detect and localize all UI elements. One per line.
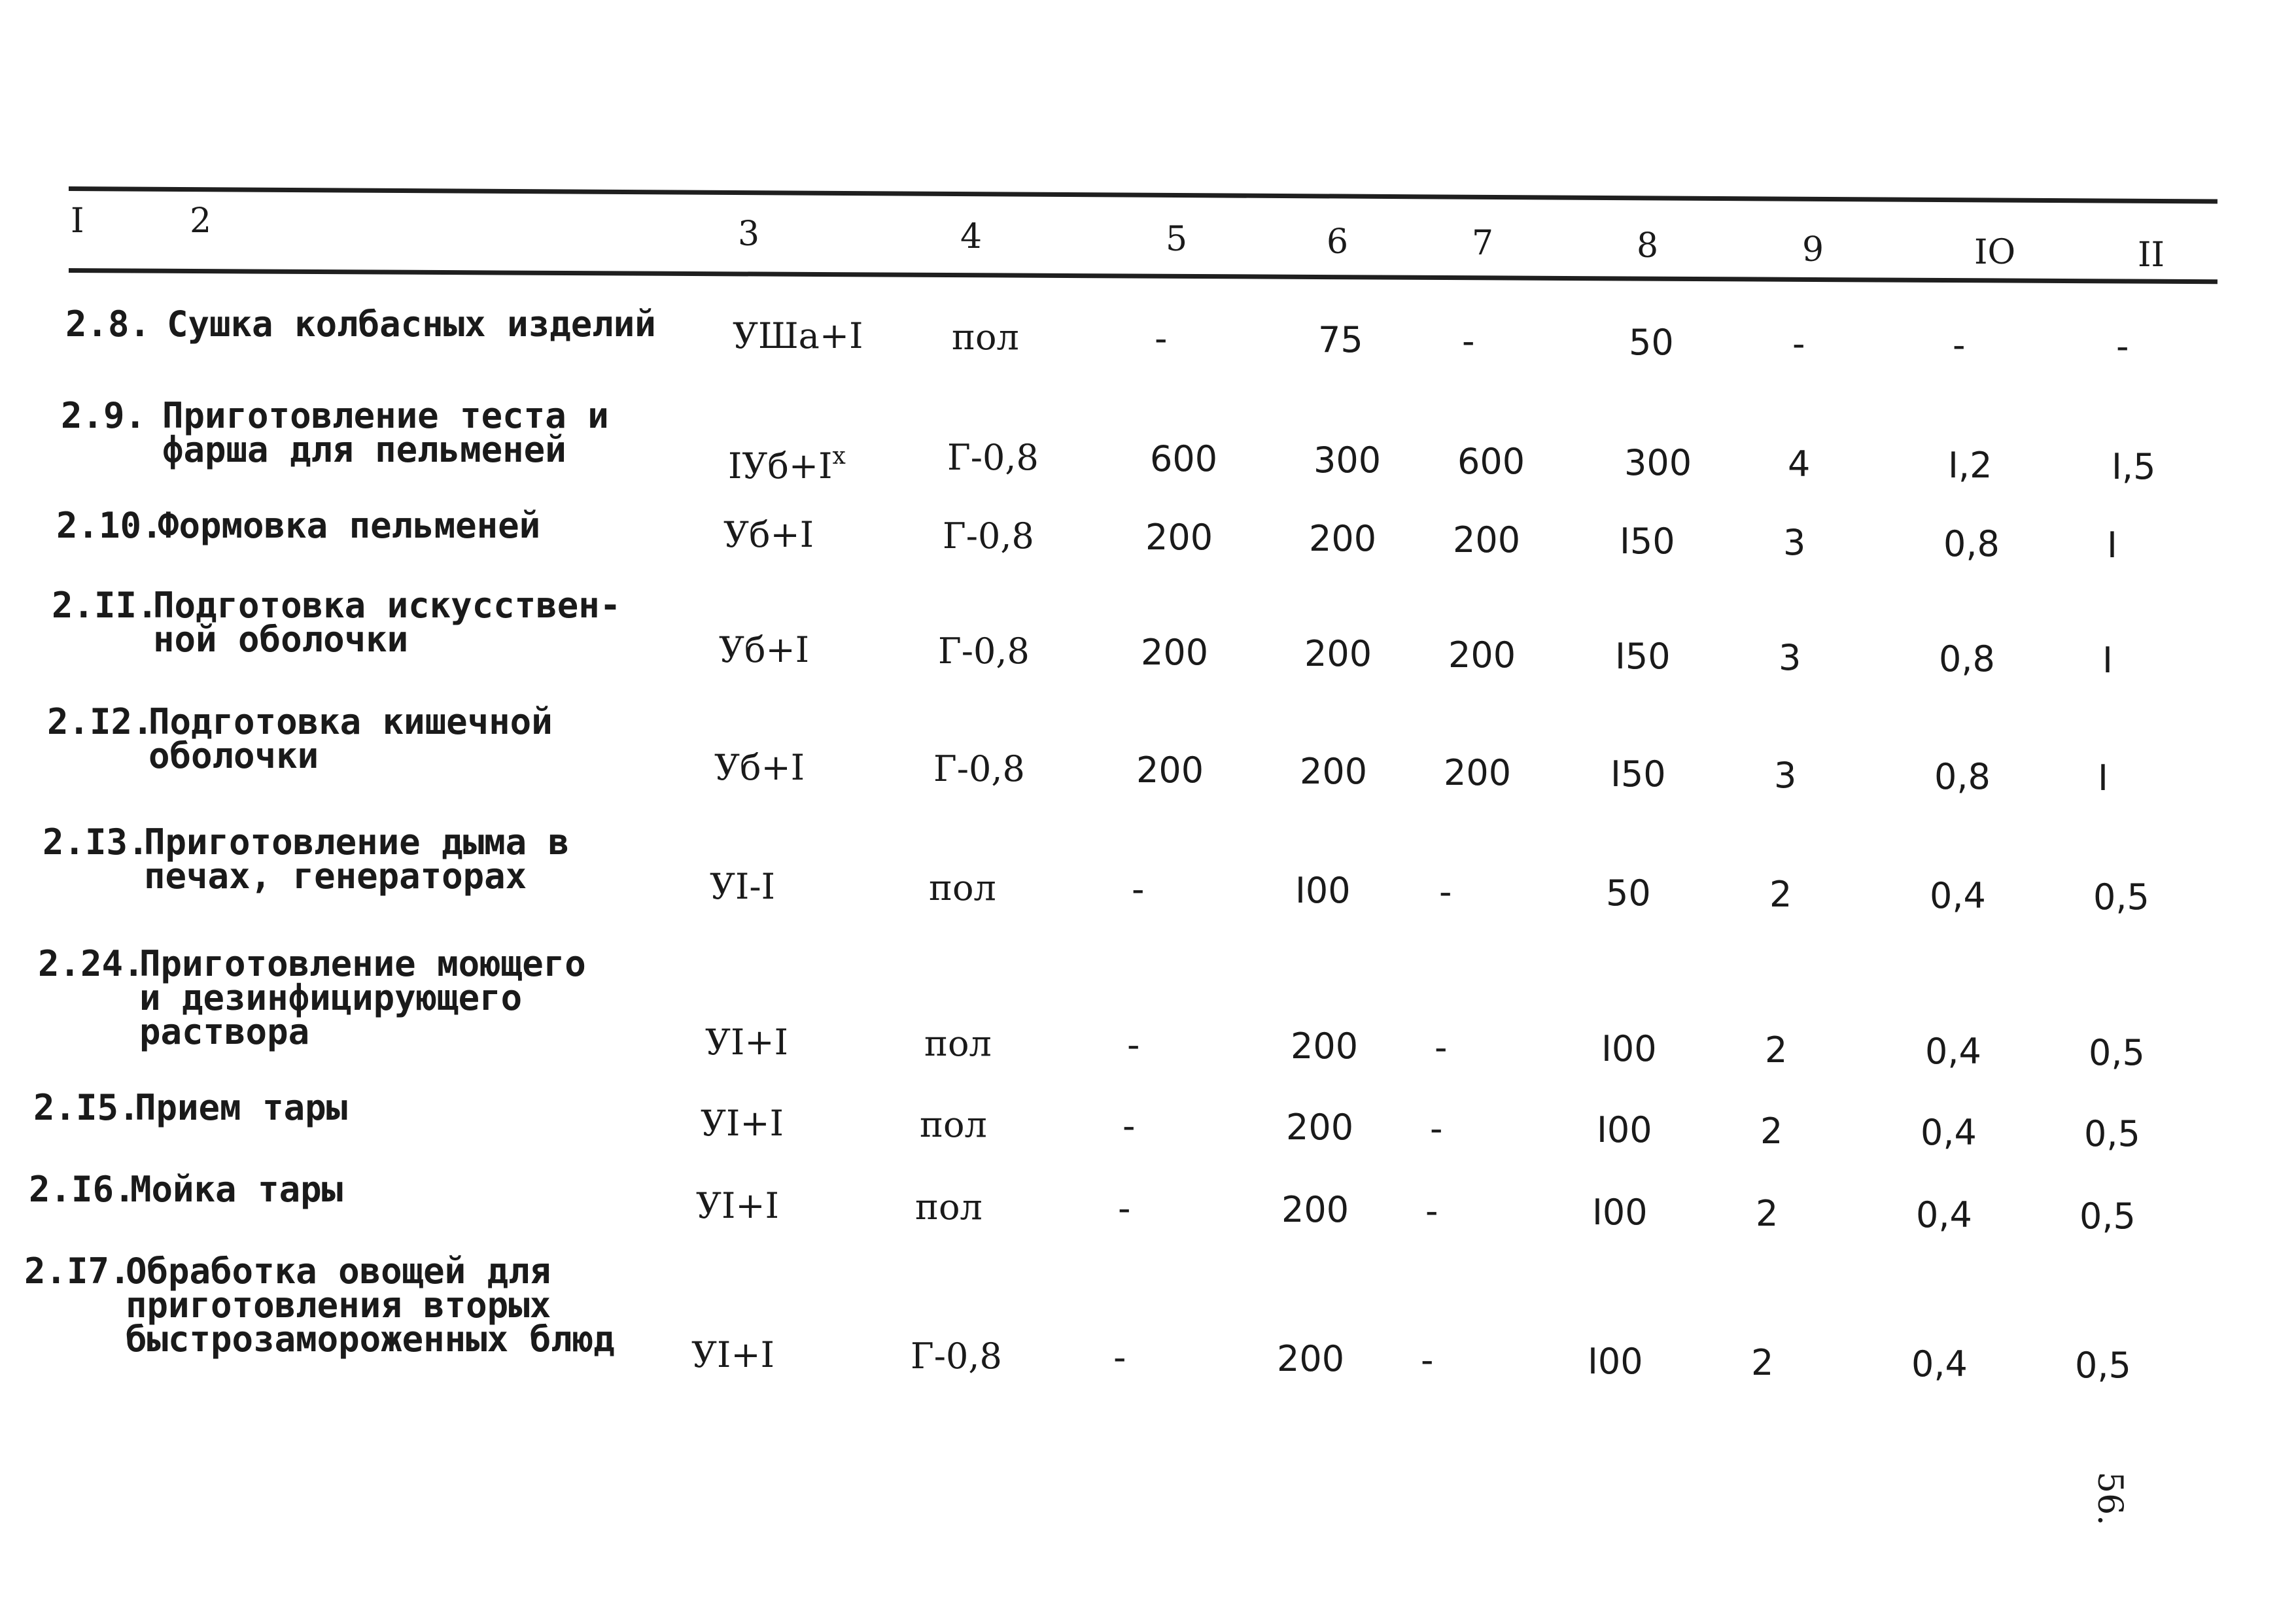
cell-col-9: 2 bbox=[1751, 1342, 1774, 1383]
cell-col-8: 50 bbox=[1606, 872, 1651, 914]
row-name: Приготовление дыма в печах, генераторах bbox=[144, 821, 570, 897]
cell-col-5: - bbox=[1127, 1024, 1140, 1065]
cell-col-3: УI+I bbox=[705, 1022, 788, 1063]
cell-col-8: I50 bbox=[1620, 521, 1675, 562]
cell-col-3: УI-I bbox=[710, 866, 775, 907]
cell-col-3: УI+I bbox=[696, 1185, 779, 1226]
header-col-1: I bbox=[71, 201, 84, 241]
cell-col-8: I50 bbox=[1615, 636, 1671, 677]
cell-col-11: I bbox=[2102, 640, 2113, 681]
cell-col-3: УI+I bbox=[691, 1334, 774, 1375]
header-col-2: 2 bbox=[190, 201, 212, 241]
cell-col-6: I00 bbox=[1295, 870, 1351, 911]
cell-col-4: Г-0,8 bbox=[947, 437, 1039, 478]
row-number: 2.I6. bbox=[29, 1169, 135, 1210]
row-name: Сушка колбасных изделий bbox=[167, 303, 656, 345]
row-number: 2.I3. bbox=[43, 821, 149, 863]
cell-col-3: $IУб+I^x$ bbox=[728, 443, 846, 487]
cell-col-4: Г-0,8 bbox=[938, 630, 1030, 672]
header-col-4: 4 bbox=[960, 217, 983, 256]
cell-col-11: - bbox=[2116, 326, 2129, 367]
cell-col-5: 600 bbox=[1150, 438, 1218, 479]
cell-col-4: пол bbox=[929, 867, 996, 908]
cell-col-9: 3 bbox=[1783, 522, 1806, 563]
cell-col-5: - bbox=[1113, 1337, 1126, 1378]
cell-col-4: пол bbox=[924, 1023, 992, 1064]
row-name: Приготовление моющего и дезинфицирующего раствора bbox=[139, 943, 586, 1052]
cell-col-5: - bbox=[1122, 1105, 1136, 1147]
cell-col-7: - bbox=[1435, 1027, 1448, 1068]
cell-col-6: 200 bbox=[1277, 1338, 1345, 1379]
cell-col-8: I00 bbox=[1588, 1341, 1643, 1382]
row-number: 2.10. bbox=[56, 505, 163, 546]
cell-col-8: I00 bbox=[1601, 1028, 1657, 1069]
cell-col-7: - bbox=[1430, 1108, 1443, 1149]
cell-col-7: - bbox=[1462, 320, 1475, 362]
header-col-6: 6 bbox=[1327, 222, 1349, 262]
cell-col-6: 75 bbox=[1318, 319, 1363, 360]
cell-col-7: 200 bbox=[1444, 752, 1512, 793]
cell-col-10: 0,4 bbox=[1916, 1194, 1972, 1235]
cell-col-5: - bbox=[1155, 318, 1168, 359]
cell-col-10: 0,4 bbox=[1911, 1343, 1968, 1385]
cell-col-5: - bbox=[1118, 1188, 1131, 1229]
cell-col-11: 0,5 bbox=[2093, 876, 2149, 918]
cell-col-8: I50 bbox=[1610, 753, 1666, 795]
cell-col-7: - bbox=[1425, 1190, 1438, 1232]
row-number: 2.24. bbox=[38, 943, 145, 984]
cell-col-3: Уб+I bbox=[714, 747, 805, 788]
cell-col-4: Г-0,8 bbox=[933, 748, 1025, 789]
cell-col-11: I,5 bbox=[2112, 446, 2156, 487]
cell-col-11: 0,5 bbox=[2075, 1345, 2131, 1386]
cell-col-10: 0,8 bbox=[1943, 523, 2000, 564]
cell-col-9: 2 bbox=[1760, 1111, 1783, 1152]
row-name: Обработка овощей для приготовления вторых быстрозамороженных блюд bbox=[126, 1251, 615, 1360]
cell-col-5: 200 bbox=[1136, 750, 1204, 791]
cell-col-4: пол bbox=[952, 317, 1019, 358]
cell-col-4: Г-0,8 bbox=[943, 515, 1034, 557]
cell-col-6: 300 bbox=[1313, 440, 1382, 481]
cell-col-7: 200 bbox=[1453, 519, 1521, 561]
row-name: Прием тары bbox=[135, 1087, 348, 1128]
cell-col-11: I bbox=[2098, 757, 2108, 799]
cell-col-3: Уб+I bbox=[723, 514, 814, 555]
cell-col-6: 200 bbox=[1304, 633, 1372, 674]
cell-col-11: 0,5 bbox=[2089, 1032, 2145, 1073]
cell-col-5: - bbox=[1132, 869, 1145, 910]
cell-col-9: - bbox=[1792, 323, 1805, 364]
cell-col-8: I00 bbox=[1597, 1109, 1652, 1150]
cell-col-7: 600 bbox=[1457, 441, 1525, 482]
cell-col-10: 0,8 bbox=[1939, 638, 1995, 680]
cell-col-6: 200 bbox=[1291, 1026, 1359, 1067]
cell-col-8: 50 bbox=[1629, 322, 1674, 363]
cell-col-4: пол bbox=[920, 1104, 987, 1145]
cell-col-6: 200 bbox=[1281, 1189, 1349, 1230]
row-number: 2.9. bbox=[61, 395, 147, 436]
cell-col-9: 3 bbox=[1774, 755, 1797, 796]
cell-col-5: 200 bbox=[1141, 632, 1209, 673]
cell-col-3: УШа+I bbox=[733, 315, 863, 356]
cell-col-10: 0,4 bbox=[1930, 875, 1986, 916]
row-number: 2.II. bbox=[52, 585, 158, 626]
row-name: Подготовка кишечной оболочки bbox=[148, 701, 553, 776]
cell-col-10: - bbox=[1953, 324, 1966, 366]
header-col-5: 5 bbox=[1166, 220, 1188, 259]
cell-col-11: 0,5 bbox=[2084, 1113, 2140, 1154]
row-name: Формовка пельменей bbox=[158, 505, 541, 546]
footnote-mark: x bbox=[832, 443, 846, 470]
cell-col-9: 3 bbox=[1779, 637, 1801, 678]
header-col-9: 9 bbox=[1802, 230, 1824, 269]
cell-col-9: 4 bbox=[1788, 443, 1811, 485]
header-col-11: II bbox=[2138, 235, 2165, 275]
cell-col-7: - bbox=[1421, 1339, 1434, 1381]
page-number: 56. bbox=[2090, 1472, 2129, 1526]
row-name: Мойка тары bbox=[130, 1169, 343, 1210]
row-name: Приготовление теста и фарша для пельменей bbox=[162, 395, 609, 470]
cell-col-5: 200 bbox=[1145, 517, 1213, 558]
header-col-10: IO bbox=[1974, 233, 2016, 272]
cell-col-6: 200 bbox=[1286, 1107, 1354, 1148]
cell-col-7: 200 bbox=[1448, 634, 1516, 676]
cell-col-3: Уб+I bbox=[719, 629, 810, 670]
row-number: 2.8. bbox=[65, 303, 151, 345]
row-name: Подготовка искусствен- ной оболочки bbox=[153, 585, 621, 660]
header-col-8: 8 bbox=[1637, 226, 1659, 266]
cell-col-10: 0,4 bbox=[1921, 1112, 1977, 1153]
cell-col-9: 2 bbox=[1765, 1029, 1788, 1071]
cell-col-11: I bbox=[2107, 525, 2117, 566]
row-number: 2.I5. bbox=[33, 1087, 140, 1128]
cell-col-3: УI+I bbox=[701, 1103, 784, 1144]
cell-col-6: 200 bbox=[1309, 518, 1377, 559]
cell-col-4: пол bbox=[915, 1186, 983, 1228]
cell-col-6: 200 bbox=[1300, 751, 1368, 792]
cell-col-7: - bbox=[1439, 871, 1452, 912]
cell-col-11: 0,5 bbox=[2079, 1196, 2136, 1237]
cell-col-10: I,2 bbox=[1948, 445, 1992, 486]
row-number: 2.I2. bbox=[47, 701, 154, 742]
cell-col-8: I00 bbox=[1592, 1192, 1648, 1233]
cell-col-9: 2 bbox=[1769, 874, 1792, 915]
cell-col-8: 300 bbox=[1624, 442, 1692, 483]
header-col-3: 3 bbox=[738, 215, 760, 254]
cell-col-10: 0,8 bbox=[1934, 756, 1991, 797]
cell-col-9: 2 bbox=[1756, 1193, 1779, 1234]
row-number: 2.I7. bbox=[24, 1251, 131, 1292]
header-col-7: 7 bbox=[1472, 224, 1494, 263]
cell-col-4: Г-0,8 bbox=[911, 1336, 1002, 1377]
cell-col-10: 0,4 bbox=[1925, 1031, 1981, 1072]
